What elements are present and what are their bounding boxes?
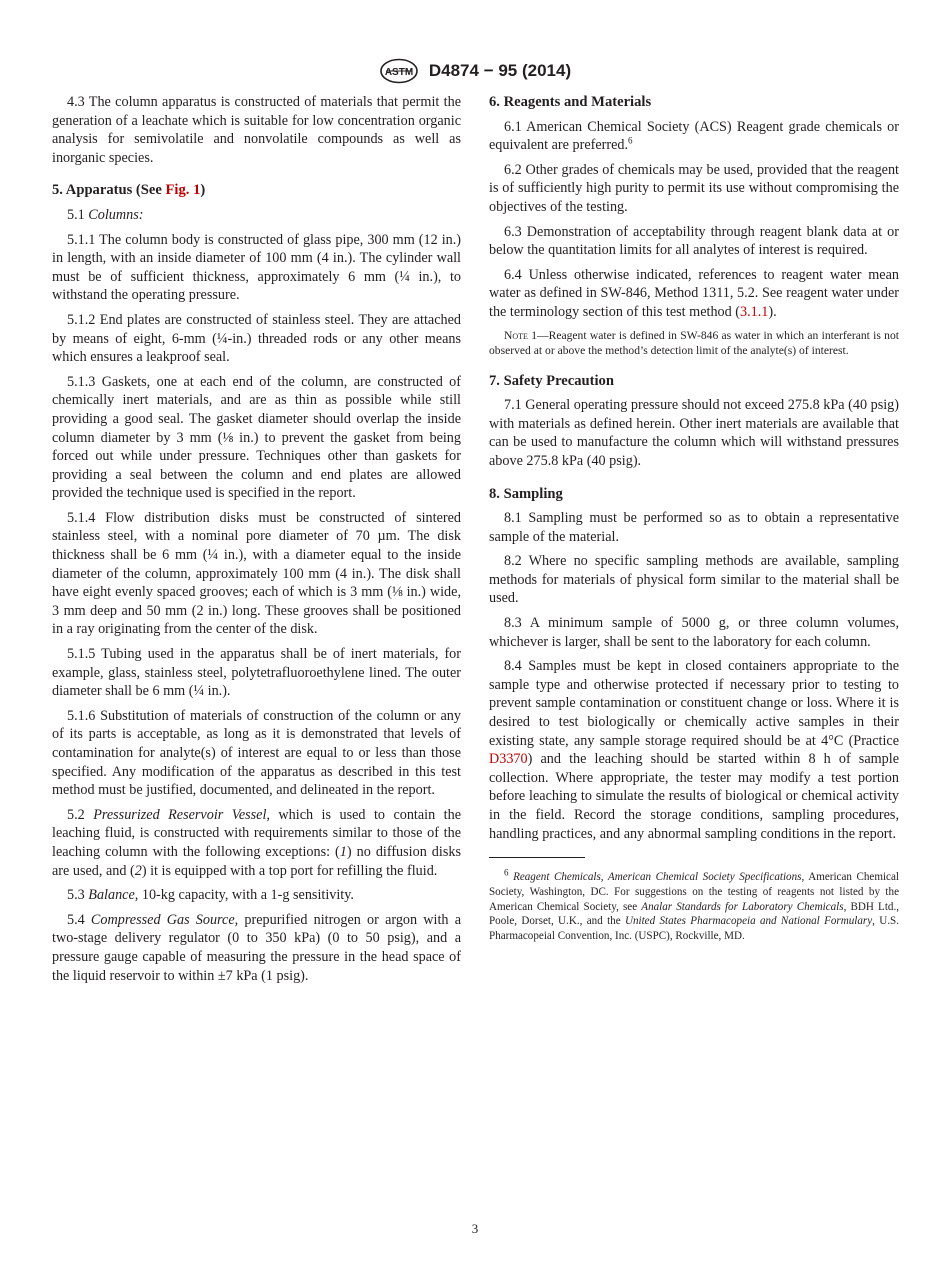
section-5-3: 5.3 Balance, 10-kg capacity, with a 1-g sensitivity. xyxy=(67,887,354,904)
footnote-divider xyxy=(489,857,585,858)
section-5-1: 5.1 Columns: xyxy=(67,206,144,223)
section-6-1: 6.1 American Chemical Society (ACS) Reagent grade chemicals or equivalent are preferred.$^6$ xyxy=(489,118,899,154)
section-5-4: 5.4 Compressed Gas Source, prepurified nitrogen or argon with a two-stage delivery regulator (0 to 350 kPa) (0 to 50 psig), and a pressure gauge capable of measuring the pressure in the head space of the liquid reservoir to within ±7 kPa (1 psig). xyxy=(52,911,461,984)
section-5-2: 5.2 Pressurized Reservoir Vessel, which is used to contain the leaching fluid, is constructed with requirements similar to those of the leaching column with the following exceptions: (1) no diffusion disks are used, and (2) it is equipped with a top port for refilling the fluid. xyxy=(52,806,461,879)
section-6-2: 6.2 Other grades of chemicals may be used, provided that the reagent is of sufficiently high purity to permit its use without compromising the objectives of the testing. xyxy=(489,161,899,215)
section-6-heading: 6. Reagents and Materials xyxy=(489,94,652,110)
section-5-1-2: 5.1.2 End plates are constructed of stainless steel. They are attached by means of eight, 6-mm (¼-in.) threaded rods or any other means which ensures a leakproof seal. xyxy=(52,311,461,366)
section-8-4: 8.4 Samples must be kept in closed containers appropriate to the sample type and otherwise protected if necessary prior to testing to prevent sample contamination or constituent change or loss. Where it is desired to test biologically or chemically active samples in their existing state, any sample storage required should be at 4°C (Practice D3370) and the leaching should be started within 8 h of sample collection. Where appropriate, the tester may modify a test portion before leaching to simulate the results of biological or chemical activity in the field. Record the storage conditions, sampling procedures, handling practices, and any abnormal sampling conditions in the report. xyxy=(489,658,899,842)
note-1: Note 1—Reagent water is defined in SW-846 as water in which an interferant is not observed at or above the method’s detection limit of the analyte(s) of interest. xyxy=(489,328,899,357)
section-8-3: 8.3 A minimum sample of 5000 g, or three column volumes, whichever is larger, shall be sent to the laboratory for each column. xyxy=(489,615,899,650)
page-number: 3 xyxy=(471,1221,479,1236)
section-4-3: 4.3 The column apparatus is constructed of materials that permit the generation of a leachate which is suitable for low concentration organic analysis for semivolatile and nonvolatile compounds as well as inorganic species. xyxy=(52,94,461,166)
footnote-ref-6: 6 xyxy=(628,135,633,146)
section-5-1-5: 5.1.5 Tubing used in the apparatus shall be of inert materials, for example, glass, stainless steel, polytetrafluoroethylene lined. The outer diameter shall be 6 mm (¼ in.). xyxy=(52,646,461,700)
page-header xyxy=(0,58,950,84)
astm-logo-text: ASTM xyxy=(384,67,414,78)
section-5-1-6: 5.1.6 Substitution of materials of construction of the column or any of its parts is acceptable, as long as it is demonstrated that levels of contamination for analyte(s) of interest are equal to or less than those specified. Any modification of the apparatus as described in this test method must be justified, documented, and delineated in the report. xyxy=(52,707,461,799)
d3370-link[interactable]: D3370 xyxy=(489,751,528,768)
section-5-1-1: 5.1.1 The column body is constructed of glass pipe, 300 mm (12 in.) in length, with an inside diameter of 100 mm (4 in.). The cylinder wall must be of sufficient thickness, approximately 6 mm (¼ in.), to withstand the operating pressure. xyxy=(52,231,461,304)
footnote-6: $^6$ Reagent Chemicals, American Chemical Society Specifications, American Chemical Society, Washington, DC. For suggestions on the testing of reagents not listed by the American Chemical Society, see Analar Standards for Laboratory Chemicals, BDH Ltd., Poole, Dorset, U.K., and the United States Pharmacopeia and National Formulary, U.S. Pharmacopeial Convention, Inc. (USPC), Rockville, MD. xyxy=(489,867,899,942)
section-3-1-1-link[interactable]: 3.1.1 xyxy=(740,303,769,320)
document-designation: D4874 − 95 (2014) xyxy=(428,61,572,80)
section-6-4: 6.4 Unless otherwise indicated, references to reagent water mean water as defined in SW-846, Method 1311, 5.2. See reagent water under the terminology section of this test method (3.1.1). xyxy=(489,266,899,320)
section-5-1-4: 5.1.4 Flow distribution disks must be constructed of sintered stainless steel, with a nominal pore diameter of 70 µm. The disk thickness shall be 6 mm (¼ in.), with a diameter equal to the inside diameter of the column, approximately 100 mm (4 in.). The disk shall have eight evenly spaced grooves; each of which is 3 mm (⅛ in.) wide, 3 mm deep and 50 mm (2 in.) long. These grooves shall be positioned in a ray originating from the center of the disk. xyxy=(52,509,461,638)
right-column xyxy=(489,93,899,944)
section-7-1: 7.1 General operating pressure should not exceed 275.8 kPa (40 psig) with materials as defined herein. Other inert materials are available that can be used to manufacture the column which will withstand pressures above 275.8 kPa (40 psig). xyxy=(489,397,899,469)
section-8-2: 8.2 Where no specific sampling methods are available, sampling methods for materials of physical form similar to the material shall be used. xyxy=(489,553,899,607)
astm-logo-icon xyxy=(379,58,419,84)
left-column xyxy=(52,93,461,991)
section-5-1-3: 5.1.3 Gaskets, one at each end of the column, are constructed of chemically inert materials, and are as thin as possible while still providing a good seal. The gasket diameter should overlap the inside column diameter by 3 mm (⅛ in.) to prevent the gasket from being forced out while under pressure. Techniques other than gaskets for providing a seal between the column and end plates are allowed provided the technique used is specified in the report. xyxy=(52,373,461,502)
section-8-1: 8.1 Sampling must be performed so as to obtain a representative sample of the material. xyxy=(489,510,899,545)
section-7-heading: 7. Safety Precaution xyxy=(489,372,614,389)
section-8-heading: 8. Sampling xyxy=(489,485,563,502)
section-5-heading: 5. Apparatus (See Fig. 1) xyxy=(52,182,206,199)
fig-1-link[interactable]: Fig. 1 xyxy=(165,182,201,199)
section-6-3: 6.3 Demonstration of acceptability through reagent blank data at or below the quantitation limits for all analytes of interest is required. xyxy=(489,223,899,259)
